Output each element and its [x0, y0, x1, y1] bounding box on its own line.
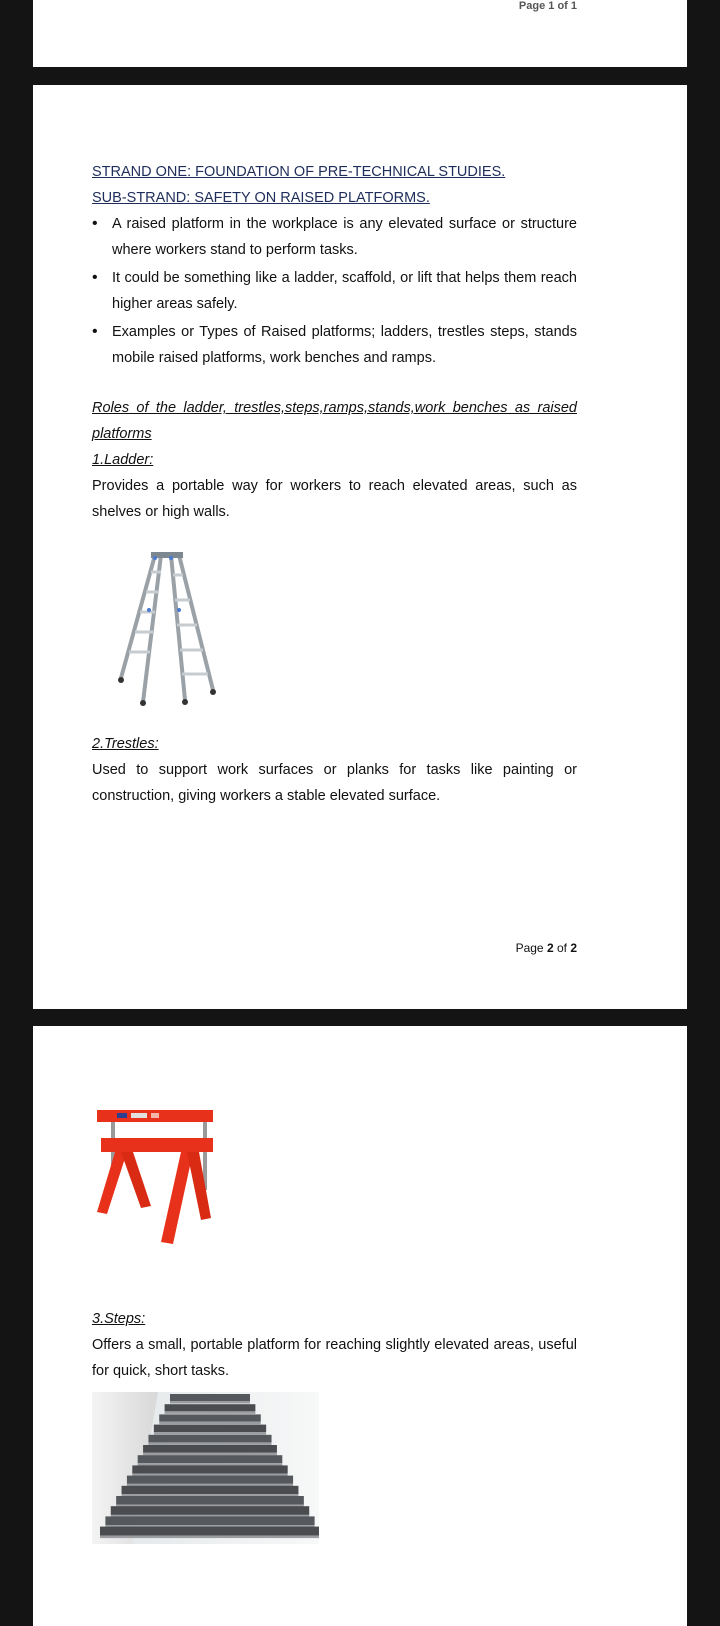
page-number: Page 1 of 1	[518, 0, 577, 12]
trestles-section	[92, 731, 577, 809]
roles-heading: Roles of the ladder, trestles,steps,ramps,stands,work benches as raised platforms	[92, 400, 577, 442]
steps-title: 3.Steps:	[92, 1311, 146, 1327]
stair-tread	[138, 1463, 283, 1466]
trestle-image	[93, 1110, 219, 1246]
stair-step	[154, 1425, 266, 1432]
trestles-text: Used to support work surfaces or planks for tasks like painting or construction, giving workers a stable elevated surface.	[92, 762, 577, 804]
stair-step	[170, 1394, 250, 1401]
steps-section	[92, 1306, 577, 1384]
stair-step	[148, 1435, 271, 1443]
stair-step	[132, 1465, 287, 1473]
list-item: • Examples or Types of Raised platforms; ladders, trestles steps, stands mobile raised platforms, work benches and ramps.	[112, 319, 577, 371]
document-page-1	[33, 0, 687, 67]
bullet-list	[92, 211, 577, 371]
stair-tread	[100, 1536, 319, 1539]
stair-tread	[154, 1432, 266, 1435]
document-page-3	[33, 1026, 687, 1626]
ladder-title: 1.Ladder:	[92, 452, 154, 468]
stair-step	[122, 1486, 299, 1494]
stair-step	[100, 1527, 319, 1536]
stair-step	[159, 1414, 261, 1421]
trestles-title: 2.Trestles:	[92, 736, 159, 752]
sub-strand-heading: SUB-STRAND: SAFETY ON RAISED PLATFORMS.	[92, 190, 430, 206]
stair-tread	[159, 1422, 261, 1425]
page-number: Page 2 of 2	[515, 941, 577, 955]
stair-step	[143, 1445, 277, 1453]
stair-tread	[170, 1401, 250, 1404]
stair-step	[111, 1506, 309, 1515]
stair-step	[116, 1496, 304, 1505]
ladder-text: Provides a portable way for workers to reach elevated areas, such as shelves or high walls.	[92, 478, 577, 520]
stair-step	[105, 1516, 314, 1525]
stair-step	[127, 1476, 293, 1484]
stair-step	[138, 1455, 283, 1463]
document-page-2	[33, 85, 687, 1009]
steps-image	[92, 1392, 319, 1544]
ladder-image	[113, 550, 223, 710]
list-item: • A raised platform in the workplace is any elevated surface or structure where workers stand to perform tasks.	[112, 211, 577, 263]
stair-tread	[148, 1442, 271, 1445]
list-item: • It could be something like a ladder, scaffold, or lift that helps them reach higher areas safely.	[112, 265, 577, 317]
stair-step	[165, 1404, 256, 1411]
page-body	[92, 159, 577, 525]
stair-tread	[143, 1453, 277, 1456]
steps-text: Offers a small, portable platform for reaching slightly elevated areas, useful for quick, short tasks.	[92, 1337, 577, 1379]
strand-heading: STRAND ONE: FOUNDATION OF PRE-TECHNICAL STUDIES.	[92, 164, 506, 180]
stair-tread	[165, 1411, 256, 1414]
